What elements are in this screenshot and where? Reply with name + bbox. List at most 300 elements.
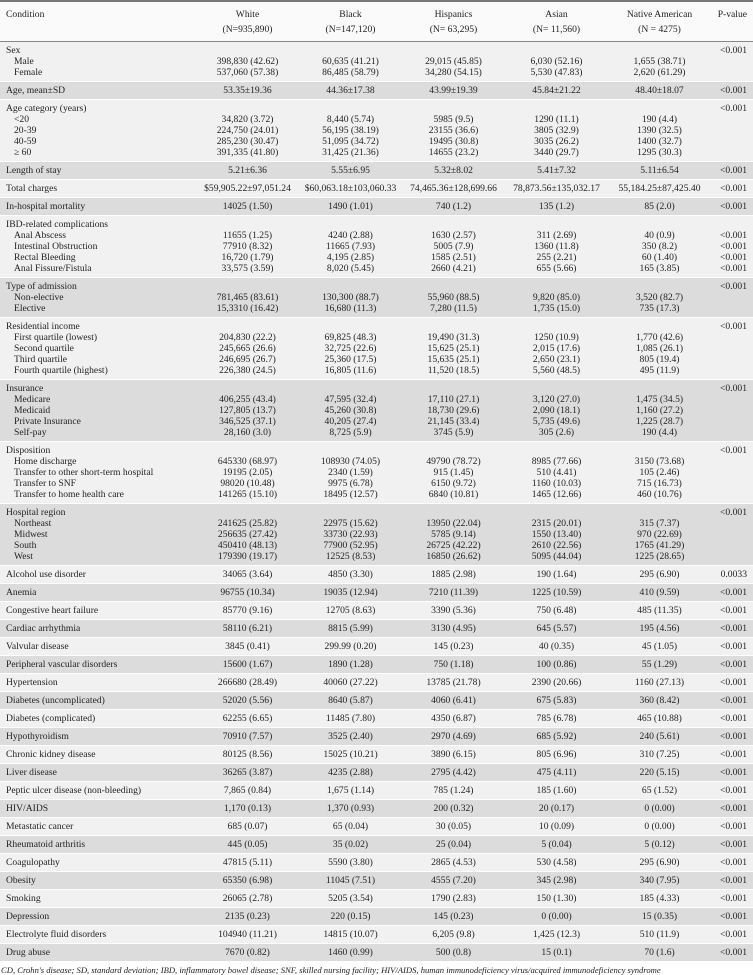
table-row — [0, 710, 753, 728]
value-cell: 14655 (23.2) — [402, 147, 505, 162]
value-cell: 55,184.25±87,425.40 — [608, 180, 711, 198]
value-cell: 11655 (1.25) — [196, 230, 299, 241]
subcategory-label: Transfer to other short-term hospital — [0, 467, 196, 478]
value-cell: 3,120 (27.0) — [505, 394, 608, 405]
value-cell: 1,160 (27.2) — [608, 405, 711, 416]
value-cell — [196, 100, 299, 115]
value-cell: 3890 (6.15) — [402, 746, 505, 764]
p-value: <0.001 — [711, 926, 753, 944]
p-value: 0.0033 — [711, 566, 753, 584]
value-cell: 40 (0.9) — [608, 230, 711, 241]
value-cell: 6,030 (52.16) — [505, 56, 608, 67]
value-cell: 495 (11.9) — [608, 365, 711, 380]
value-cell: 11485 (7.80) — [299, 710, 402, 728]
value-cell: 1,675 (1.14) — [299, 782, 402, 800]
value-cell: 0 (0.00) — [608, 818, 711, 836]
value-cell: 5.32±8.02 — [402, 162, 505, 180]
value-cell: 345 (2.98) — [505, 872, 608, 890]
value-cell: 1490 (1.01) — [299, 198, 402, 216]
value-cell: 1400 (32.7) — [608, 136, 711, 147]
p-value: <0.001 — [711, 263, 753, 278]
value-cell: 1765 (41.29) — [608, 540, 711, 551]
value-cell: 28,160 (3.0) — [196, 427, 299, 442]
value-cell — [505, 100, 608, 115]
value-cell: 58110 (6.21) — [196, 620, 299, 638]
subcategory-label: Second quartile — [0, 343, 196, 354]
value-cell — [299, 380, 402, 395]
subcategory-label: ≥ 60 — [0, 147, 196, 162]
value-cell: 245,665 (26.6) — [196, 343, 299, 354]
value-cell: 1390 (32.5) — [608, 125, 711, 136]
sub-row — [0, 529, 753, 540]
sub-row — [0, 478, 753, 489]
sub-row — [0, 263, 753, 278]
value-cell — [402, 504, 505, 519]
value-cell — [402, 100, 505, 115]
value-cell: 62255 (6.65) — [196, 710, 299, 728]
value-cell: 3745 (5.9) — [402, 427, 505, 442]
value-cell: 360 (8.42) — [608, 692, 711, 710]
value-cell: 35 (0.02) — [299, 836, 402, 854]
value-cell: 43.99±19.39 — [402, 82, 505, 100]
p-value — [711, 365, 753, 380]
value-cell: 6,205 (9.8) — [402, 926, 505, 944]
value-cell: 45,260 (30.8) — [299, 405, 402, 416]
value-cell: 246,695 (26.7) — [196, 354, 299, 365]
subcategory-label: Midwest — [0, 529, 196, 540]
value-cell: 7,280 (11.5) — [402, 303, 505, 318]
value-cell: 785 (6.78) — [505, 710, 608, 728]
value-cell: 1550 (13.40) — [505, 529, 608, 540]
value-cell: 226,380 (24.5) — [196, 365, 299, 380]
p-value: <0.001 — [711, 836, 753, 854]
sub-row — [0, 518, 753, 529]
value-cell: 8,020 (5.45) — [299, 263, 402, 278]
value-cell: 3525 (2.40) — [299, 728, 402, 746]
value-cell: 1,085 (26.1) — [608, 343, 711, 354]
condition-label: Hypertension — [0, 674, 196, 692]
value-cell: 750 (6.48) — [505, 602, 608, 620]
p-value: <0.001 — [711, 800, 753, 818]
p-value: <0.001 — [711, 854, 753, 872]
table-row — [0, 764, 753, 782]
value-cell: 295 (6.90) — [608, 566, 711, 584]
value-cell: 1160 (10.03) — [505, 478, 608, 489]
row-group — [0, 908, 753, 926]
value-cell: 65 (0.04) — [299, 818, 402, 836]
value-cell: 104940 (11.21) — [196, 926, 299, 944]
value-cell — [196, 216, 299, 231]
value-cell: 40060 (27.22) — [299, 674, 402, 692]
value-cell: 406,255 (43.4) — [196, 394, 299, 405]
sub-row — [0, 114, 753, 125]
p-value: <0.001 — [711, 198, 753, 216]
row-group — [0, 620, 753, 638]
value-cell: 5.21±6.36 — [196, 162, 299, 180]
condition-label: Cardiac arrhythmia — [0, 620, 196, 638]
value-cell: 299.99 (0.20) — [299, 638, 402, 656]
column-n: (N= 63,295) — [429, 24, 478, 35]
value-cell: 5,735 (49.6) — [505, 416, 608, 427]
value-cell: 7,865 (0.84) — [196, 782, 299, 800]
value-cell: 2315 (20.01) — [505, 518, 608, 529]
value-cell: 537,060 (57.38) — [196, 67, 299, 82]
subcategory-label: Northeast — [0, 518, 196, 529]
column-n: (N= 11,560) — [532, 24, 581, 35]
condition-label: In-hospital mortality — [0, 198, 196, 216]
table-row — [0, 584, 753, 602]
table-row — [0, 162, 753, 180]
value-cell: 185 (4.33) — [608, 890, 711, 908]
value-cell: 11,520 (18.5) — [402, 365, 505, 380]
value-cell: 0 (0.00) — [608, 800, 711, 818]
value-cell: 56,195 (38.19) — [299, 125, 402, 136]
value-cell: 100 (0.86) — [505, 656, 608, 674]
column-name: White — [235, 9, 260, 20]
value-cell: 740 (1.2) — [402, 198, 505, 216]
sub-row — [0, 489, 753, 504]
p-value — [711, 303, 753, 318]
table-row — [0, 926, 753, 944]
p-value — [711, 551, 753, 566]
value-cell: 55 (1.29) — [608, 656, 711, 674]
value-cell: 255 (2.21) — [505, 252, 608, 263]
p-value: <0.001 — [711, 100, 753, 115]
value-cell: 4235 (2.88) — [299, 764, 402, 782]
value-cell: 1,370 (0.93) — [299, 800, 402, 818]
value-cell: 5005 (7.9) — [402, 241, 505, 252]
value-cell: 53.35±19.36 — [196, 82, 299, 100]
value-cell: 1,170 (0.13) — [196, 800, 299, 818]
value-cell: 34,280 (54.15) — [402, 67, 505, 82]
value-cell: 7210 (11.39) — [402, 584, 505, 602]
value-cell: 17,110 (27.1) — [402, 394, 505, 405]
condition-label: Coagulopathy — [0, 854, 196, 872]
value-cell: 915 (1.45) — [402, 467, 505, 478]
value-cell: 510 (4.41) — [505, 467, 608, 478]
value-cell: 14025 (1.50) — [196, 198, 299, 216]
value-cell: 785 (1.24) — [402, 782, 505, 800]
value-cell: 3845 (0.41) — [196, 638, 299, 656]
value-cell — [505, 380, 608, 395]
sub-row — [0, 303, 753, 318]
value-cell: 185 (1.60) — [505, 782, 608, 800]
table-row — [0, 638, 753, 656]
row-group — [0, 504, 753, 566]
group-header-row — [0, 278, 753, 293]
value-cell: 44.36±17.38 — [299, 82, 402, 100]
value-cell: 241625 (25.82) — [196, 518, 299, 529]
value-cell: 2610 (22.56) — [505, 540, 608, 551]
value-cell: 19195 (2.05) — [196, 467, 299, 478]
sub-row — [0, 147, 753, 162]
table-row — [0, 180, 753, 198]
row-group — [0, 728, 753, 746]
sub-row — [0, 125, 753, 136]
value-cell: 5985 (9.5) — [402, 114, 505, 125]
value-cell: 60 (1.40) — [608, 252, 711, 263]
value-cell: 21,145 (33.4) — [402, 416, 505, 427]
p-value: <0.001 — [711, 278, 753, 293]
value-cell: 465 (10.88) — [608, 710, 711, 728]
value-cell: 10 (0.09) — [505, 818, 608, 836]
sub-row — [0, 292, 753, 303]
value-cell: 34,820 (3.72) — [196, 114, 299, 125]
value-cell: 33730 (22.93) — [299, 529, 402, 540]
sub-row — [0, 252, 753, 263]
value-cell — [505, 42, 608, 57]
value-cell: 6150 (9.72) — [402, 478, 505, 489]
value-cell: 65350 (6.98) — [196, 872, 299, 890]
value-cell: 4,195 (2.85) — [299, 252, 402, 263]
value-cell: 2970 (4.69) — [402, 728, 505, 746]
value-cell: 165 (3.85) — [608, 263, 711, 278]
value-cell: 398,830 (42.62) — [196, 56, 299, 67]
subcategory-label: West — [0, 551, 196, 566]
value-cell: $59,905.22±97,051.24 — [196, 180, 299, 198]
value-cell: 5.55±6.95 — [299, 162, 402, 180]
value-cell: 145 (0.23) — [402, 908, 505, 926]
value-cell: 5,530 (47.83) — [505, 67, 608, 82]
value-cell: 1,475 (34.5) — [608, 394, 711, 405]
value-cell: 7670 (0.82) — [196, 944, 299, 962]
value-cell: 127,805 (13.7) — [196, 405, 299, 416]
value-cell: 220 (0.15) — [299, 908, 402, 926]
subcategory-label: 20-39 — [0, 125, 196, 136]
value-cell: $60,063.18±103,060.33 — [299, 180, 402, 198]
value-cell — [299, 42, 402, 57]
value-cell: 23155 (36.6) — [402, 125, 505, 136]
p-value — [711, 343, 753, 354]
row-group — [0, 926, 753, 944]
value-cell: 735 (17.3) — [608, 303, 711, 318]
value-cell — [196, 42, 299, 57]
value-cell: 256635 (27.42) — [196, 529, 299, 540]
value-cell — [402, 278, 505, 293]
condition-label: Diabetes (complicated) — [0, 710, 196, 728]
value-cell: 450410 (48.13) — [196, 540, 299, 551]
table-row — [0, 818, 753, 836]
column-n: (N = 4275) — [638, 24, 681, 35]
value-cell — [299, 100, 402, 115]
p-value: <0.001 — [711, 180, 753, 198]
sub-row — [0, 416, 753, 427]
p-value: <0.001 — [711, 620, 753, 638]
value-cell: 19495 (30.8) — [402, 136, 505, 147]
row-group — [0, 782, 753, 800]
subcategory-label: Transfer to SNF — [0, 478, 196, 489]
value-cell: 15,635 (25.1) — [402, 354, 505, 365]
value-cell: 179390 (19.17) — [196, 551, 299, 566]
value-cell: 108930 (74.05) — [299, 456, 402, 467]
value-cell: 15 (0.35) — [608, 908, 711, 926]
p-value — [711, 540, 753, 551]
p-value: <0.001 — [711, 944, 753, 962]
value-cell: 445 (0.05) — [196, 836, 299, 854]
value-cell: 530 (4.58) — [505, 854, 608, 872]
p-value — [711, 416, 753, 427]
column-n: (N=147,120) — [325, 24, 376, 35]
group-header-row — [0, 42, 753, 57]
value-cell: 26725 (42.22) — [402, 540, 505, 551]
value-cell: 33,575 (3.59) — [196, 263, 299, 278]
group-header-row — [0, 442, 753, 457]
value-cell: 391,335 (41.80) — [196, 147, 299, 162]
row-group — [0, 872, 753, 890]
condition-label: Depression — [0, 908, 196, 926]
p-value — [711, 332, 753, 343]
value-cell: 13950 (22.04) — [402, 518, 505, 529]
value-cell: 3035 (26.2) — [505, 136, 608, 147]
value-cell: 1250 (10.9) — [505, 332, 608, 343]
value-cell: 5 (0.04) — [505, 836, 608, 854]
subcategory-label: Anal Fissure/Fistula — [0, 263, 196, 278]
value-cell: 200 (0.32) — [402, 800, 505, 818]
header-hispanics — [402, 1, 505, 42]
value-cell: 190 (1.64) — [505, 566, 608, 584]
row-group — [0, 764, 753, 782]
value-cell: 1360 (11.8) — [505, 241, 608, 252]
sub-row — [0, 56, 753, 67]
sub-row — [0, 394, 753, 405]
p-value — [711, 114, 753, 125]
value-cell: 266680 (28.49) — [196, 674, 299, 692]
value-cell: 48.40±18.07 — [608, 82, 711, 100]
sub-row — [0, 332, 753, 343]
p-value: <0.001 — [711, 728, 753, 746]
value-cell: 346,525 (37.1) — [196, 416, 299, 427]
subcategory-label: Elective — [0, 303, 196, 318]
value-cell: 12525 (8.53) — [299, 551, 402, 566]
value-cell: 3130 (4.95) — [402, 620, 505, 638]
p-value: <0.001 — [711, 230, 753, 241]
value-cell: 60,635 (41.21) — [299, 56, 402, 67]
value-cell: 685 (5.92) — [505, 728, 608, 746]
value-cell — [299, 504, 402, 519]
row-group — [0, 198, 753, 216]
condition-label: Peripheral vascular disorders — [0, 656, 196, 674]
value-cell — [196, 442, 299, 457]
subcategory-label: <20 — [0, 114, 196, 125]
value-cell — [402, 42, 505, 57]
table-row — [0, 602, 753, 620]
sub-row — [0, 467, 753, 478]
column-name: Black — [339, 9, 362, 20]
subcategory-label: Medicaid — [0, 405, 196, 416]
value-cell: 1,225 (28.7) — [608, 416, 711, 427]
value-cell: 2,650 (23.1) — [505, 354, 608, 365]
condition-label: Drug abuse — [0, 944, 196, 962]
value-cell: 78,873.56±135,032.17 — [505, 180, 608, 198]
value-cell: 47815 (5.11) — [196, 854, 299, 872]
sub-row — [0, 67, 753, 82]
subcategory-label: Transfer to home health care — [0, 489, 196, 504]
condition-label: Total charges — [0, 180, 196, 198]
value-cell: 1890 (1.28) — [299, 656, 402, 674]
value-cell: 5590 (3.80) — [299, 854, 402, 872]
value-cell: 12705 (8.63) — [299, 602, 402, 620]
value-cell: 1460 (0.99) — [299, 944, 402, 962]
p-value: <0.001 — [711, 818, 753, 836]
condition-label: Hypothyroidism — [0, 728, 196, 746]
p-value: <0.001 — [711, 252, 753, 263]
value-cell: 5.41±7.32 — [505, 162, 608, 180]
p-value — [711, 427, 753, 442]
value-cell: 18,730 (29.6) — [402, 405, 505, 416]
subcategory-label: Anal Abscess — [0, 230, 196, 241]
table-row — [0, 782, 753, 800]
value-cell: 55,960 (88.5) — [402, 292, 505, 303]
table-row — [0, 566, 753, 584]
value-cell: 510 (11.9) — [608, 926, 711, 944]
subcategory-label: 40-59 — [0, 136, 196, 147]
p-value: <0.001 — [711, 764, 753, 782]
value-cell: 18495 (12.57) — [299, 489, 402, 504]
p-value: <0.001 — [711, 872, 753, 890]
value-cell: 86,485 (58.79) — [299, 67, 402, 82]
value-cell: 49790 (78.72) — [402, 456, 505, 467]
row-group — [0, 656, 753, 674]
value-cell: 1225 (28.65) — [608, 551, 711, 566]
value-cell: 1225 (10.59) — [505, 584, 608, 602]
value-cell: 1585 (2.51) — [402, 252, 505, 263]
row-group — [0, 318, 753, 380]
value-cell: 220 (5.15) — [608, 764, 711, 782]
value-cell: 16850 (26.62) — [402, 551, 505, 566]
value-cell: 40,205 (27.4) — [299, 416, 402, 427]
value-cell: 2135 (0.23) — [196, 908, 299, 926]
subcategory-label: First quartile (lowest) — [0, 332, 196, 343]
p-value: <0.001 — [711, 638, 753, 656]
value-cell: 715 (16.73) — [608, 478, 711, 489]
condition-label: Valvular disease — [0, 638, 196, 656]
value-cell: 45.84±21.22 — [505, 82, 608, 100]
row-group — [0, 674, 753, 692]
value-cell: 15600 (1.67) — [196, 656, 299, 674]
sub-row — [0, 354, 753, 365]
column-name: Asian — [545, 9, 568, 20]
p-value — [711, 56, 753, 67]
header-condition: Condition — [0, 1, 196, 42]
value-cell — [608, 504, 711, 519]
value-cell: 15,625 (25.1) — [402, 343, 505, 354]
value-cell: 6840 (10.81) — [402, 489, 505, 504]
column-name: Hispanics — [434, 9, 473, 20]
value-cell: 9975 (6.78) — [299, 478, 402, 489]
p-value: <0.001 — [711, 908, 753, 926]
sub-row — [0, 241, 753, 252]
value-cell: 8,725 (5.9) — [299, 427, 402, 442]
value-cell: 1,655 (38.71) — [608, 56, 711, 67]
value-cell: 130,300 (88.7) — [299, 292, 402, 303]
value-cell: 105 (2.46) — [608, 467, 711, 478]
condition-label: Liver disease — [0, 764, 196, 782]
condition-label: Congestive heart failure — [0, 602, 196, 620]
value-cell: 14815 (10.07) — [299, 926, 402, 944]
p-value — [711, 529, 753, 540]
row-group — [0, 180, 753, 198]
value-cell: 5205 (3.54) — [299, 890, 402, 908]
subcategory-label: Rectal Bleeding — [0, 252, 196, 263]
p-value — [711, 456, 753, 467]
sub-row — [0, 540, 753, 551]
value-cell: 5.11±6.54 — [608, 162, 711, 180]
value-cell: 1295 (30.3) — [608, 147, 711, 162]
p-value: <0.001 — [711, 162, 753, 180]
value-cell: 5,560 (48.5) — [505, 365, 608, 380]
p-value: <0.001 — [711, 674, 753, 692]
value-cell: 16,680 (11.3) — [299, 303, 402, 318]
